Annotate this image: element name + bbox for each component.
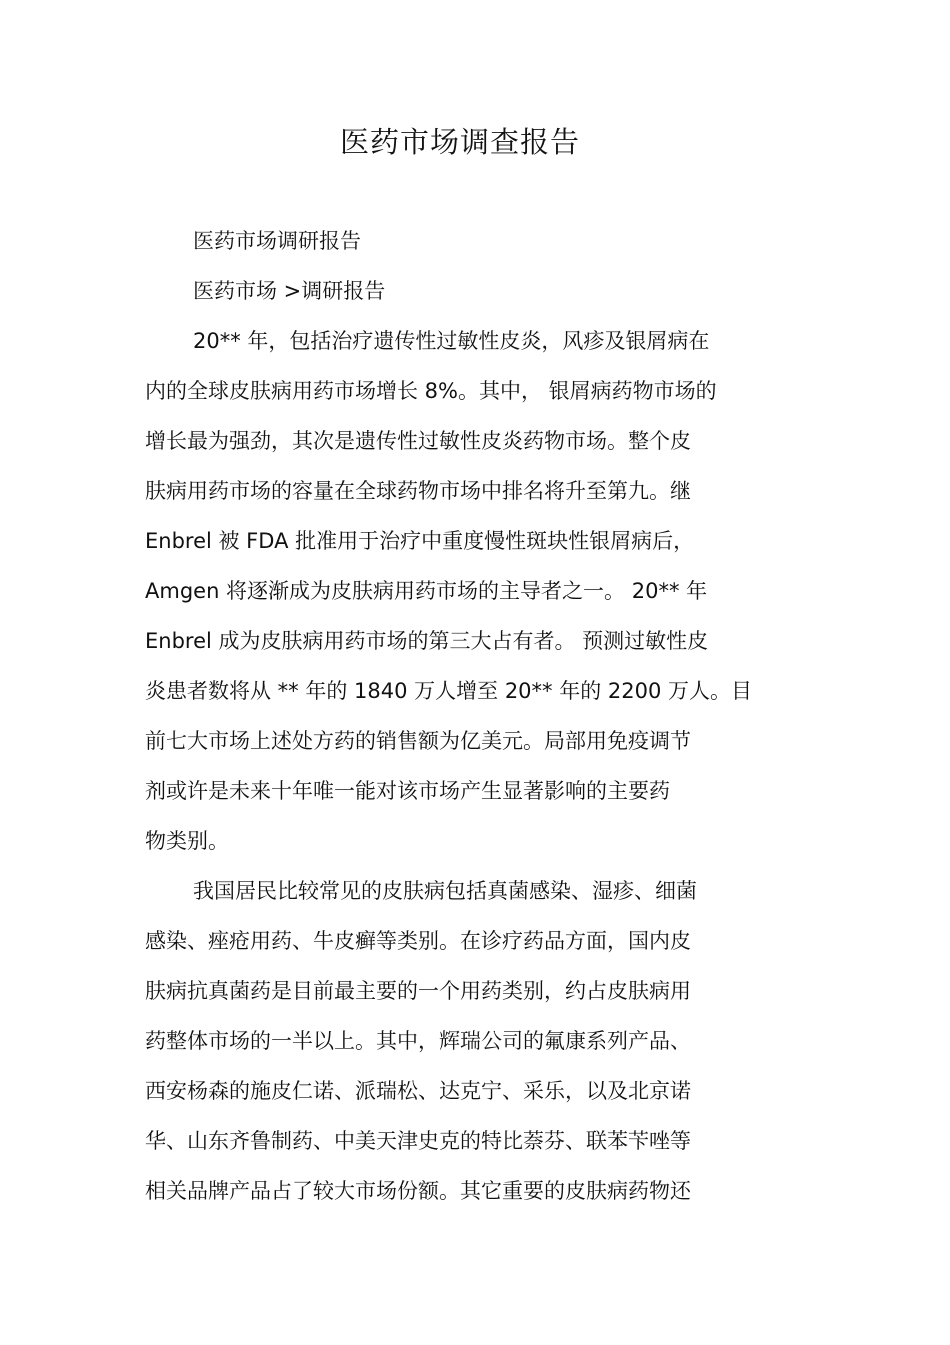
paragraph-1-line-9: 前七大市场上述处方药的销售额为亿美元。局部用免疫调节	[145, 729, 691, 753]
paragraph-2-line-6: 华、山东齐鲁制药、中美天津史克的特比萘芬、联苯苄唑等	[145, 1129, 691, 1153]
paragraph-1-line-11: 物类别。	[145, 829, 229, 853]
subtitle-line-1: 医药市场调研报告	[193, 229, 361, 253]
document-title: 医药市场调查报告	[339, 125, 580, 159]
paragraph-1-line-3: 增长最为强劲，其次是遗传性过敏性皮炎药物市场。整个皮	[145, 429, 691, 453]
paragraph-1-line-7: Enbrel 成为皮肤病用药市场的第三大占有者。 预测过敏性皮	[145, 629, 709, 653]
paragraph-1-line-4: 肤病用药市场的容量在全球药物市场中排名将升至第九。继	[145, 479, 691, 503]
paragraph-2-line-4: 药整体市场的一半以上。其中，辉瑞公司的氟康系列产品、	[145, 1029, 691, 1053]
paragraph-2-line-1: 我国居民比较常见的皮肤病包括真菌感染、湿疹、细菌	[193, 879, 697, 903]
paragraph-2-line-7: 相关品牌产品占了较大市场份额。其它重要的皮肤病药物还	[145, 1179, 691, 1203]
paragraph-1-line-10: 剂或许是未来十年唯一能对该市场产生显著影响的主要药	[145, 779, 670, 803]
paragraph-2-line-2: 感染、痤疮用药、牛皮癣等类别。在诊疗药品方面，国内皮	[145, 929, 691, 953]
paragraph-1-line-6: Amgen 将逐渐成为皮肤病用药市场的主导者之一。 20** 年	[145, 579, 708, 603]
paragraph-1-line-2: 内的全球皮肤病用药市场增长 8%。其中， 银屑病药物市场的	[145, 379, 717, 403]
paragraph-1-line-1: 20** 年，包括治疗遗传性过敏性皮炎，风疹及银屑病在	[193, 329, 710, 353]
subtitle-line-2: 医药市场 >调研报告	[193, 279, 386, 303]
paragraph-2-line-3: 肤病抗真菌药是目前最主要的一个用药类别，约占皮肤病用	[145, 979, 691, 1003]
paragraph-1-line-8: 炎患者数将从 ** 年的 1840 万人增至 20** 年的 2200 万人。目	[145, 679, 753, 703]
paragraph-1-line-5: Enbrel 被 FDA 批准用于治疗中重度慢性斑块性银屑病后，	[145, 529, 695, 553]
paragraph-2-line-5: 西安杨森的施皮仁诺、派瑞松、达克宁、采乐，以及北京诺	[145, 1079, 691, 1103]
